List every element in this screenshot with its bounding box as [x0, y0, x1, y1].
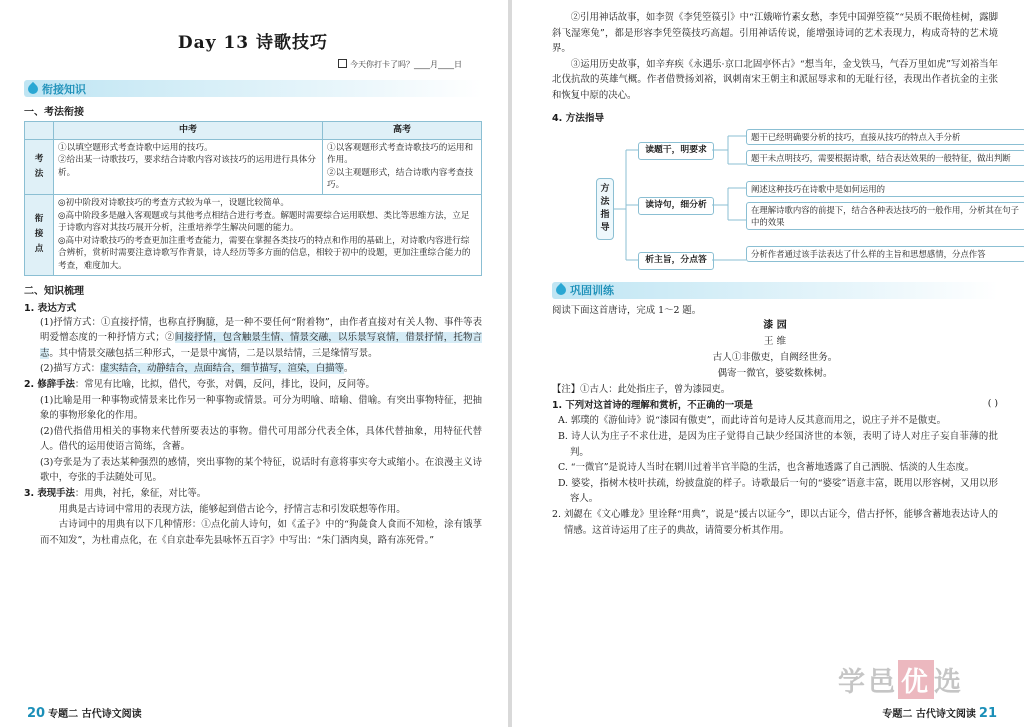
- checkin-checkbox[interactable]: [338, 59, 347, 68]
- text: ：常见有比喻，比拟，借代，夸张，对偶，反问，排比，设问，反问等。: [74, 378, 375, 390]
- footer-text: 专题二 古代诗文阅读: [48, 709, 142, 720]
- watermark-badge: 优: [898, 660, 934, 699]
- paragraph: ③运用历史故事，如辛弃疾《永遇乐·京口北固亭怀古》“想当年，金戈铁马，气吞万里如虎”写刘裕当年北伐抗敌的英雄气概。作者借赞扬刘裕，讽刺南宋王朝主和派屈辱求和的无耻行径，表现出作者抗金的主张和恢复中原的决心。: [552, 58, 998, 101]
- table-cell: ◎初中阶段对诗歌技巧的考查方式较为单一，设题比较简单。 ◎高中阶段多是融入客观题或与其他考点相结合进行考查。解题时需要综合运用联想、类比等思维方法，立足于诗歌内容对其技巧展开分析，注重培养学生解决问题的能力。 ◎高中对诗歌技巧的考查更加注重考查能力，需要在掌握各类技巧的特点和作用的基础上，对诗歌内容进行综合辨析，赏析时需要注意诗歌写作背景，诗人经历等多方面的信息，相较于初中的设题，更加注重综合能力的考查，难度加大。: [54, 194, 482, 275]
- section-heading: 二、知识梳理: [24, 285, 84, 297]
- paragraph: 用典是古诗词中常用的表现方法，能够起到借古论今，抒情言志和引发联想等作用。: [58, 503, 406, 515]
- option-d: D. 婆娑，指树木枝叶扶疏，纷披盘旋的样子。诗歌最后一句的“婆娑”语意丰富，既用以形容树，又用以形容人。: [558, 477, 998, 505]
- instruction: 阅读下面这首唐诗，完成 1～2 题。: [552, 304, 702, 316]
- right-page: [512, 0, 1024, 727]
- leaf-icon: [554, 283, 568, 297]
- table-header: 高考: [323, 122, 482, 140]
- text: (2)描写方式：: [40, 363, 101, 375]
- table-cell: ①以客观题形式考查诗歌技巧的运用和作用。 ②以主观题形式，结合诗歌内容考查技巧。: [323, 139, 482, 194]
- question-2: 2. 刘勰在《文心雕龙》里诠释“用典”，说是“援古以证今”，即以古证今，借古抒怀，能够含蓄地表达诗人的情感。这首诗运用了庄子的典故，请简要分析其作用。: [552, 508, 998, 536]
- watermark-logo: [838, 660, 964, 699]
- subsection-heading: 4. 方法指导: [552, 112, 605, 124]
- highlight-text: 虚实结合，动静结合，点面结合，细节描写，渲染，白描等: [100, 363, 344, 375]
- paragraph: (3)夸张是为了表达某种强烈的感情，突出事物的某个特征，说话时有意将事实夸大或缩小。在浪漫主义诗歌中，夸张的手法随处可见。: [40, 456, 482, 484]
- paragraph: [24, 361, 482, 377]
- footer-text: 专题二 古代诗文阅读: [882, 709, 976, 720]
- section-heading: 一、考法衔接: [24, 107, 84, 118]
- paragraph: [24, 377, 482, 393]
- text: 。其中情景交融包括三种形式，一是景中寓情，二是以景结情，三是缘情写景。: [49, 347, 378, 359]
- checkin-text: 今天你打卡了吗？____月____日: [350, 60, 462, 69]
- text: ：用典，衬托，象征，对比等。: [74, 488, 207, 500]
- diagram-root: 方 法 指 导: [596, 178, 614, 240]
- poem-author: 王 维: [763, 336, 787, 348]
- checkin-line: [24, 59, 462, 70]
- answer-blank[interactable]: ( ): [987, 397, 998, 409]
- leaf-icon: [26, 81, 40, 95]
- footer: [24, 705, 142, 721]
- connector-line: [614, 150, 638, 260]
- table-corner: [25, 122, 54, 140]
- row-header: 考 法: [25, 139, 54, 194]
- table-row: [25, 139, 482, 194]
- paragraph: [24, 315, 482, 362]
- question-1: 1. 下列对这首诗的理解和赏析，不正确的一项是: [552, 399, 753, 411]
- section-banner-practice: [552, 282, 998, 299]
- poem-note: 【注】①古人：此处指庄子，曾为漆园吏。: [552, 384, 731, 396]
- table-header: 中考: [54, 122, 323, 140]
- connector-line: [712, 136, 746, 164]
- table-header-row: [25, 122, 482, 140]
- poem: [552, 318, 998, 382]
- option-c: C. “一微官”是说诗人当时在辋川过着半官半隐的生活，也含蓄地透露了自己洒脱、恬淡的人生态度。: [558, 462, 975, 474]
- left-page: [0, 0, 508, 727]
- paragraph: [24, 486, 482, 502]
- diagram-step: 析主旨，分点答: [638, 252, 714, 270]
- page-number: 21: [978, 706, 997, 721]
- banner-label: 衔接知识: [42, 82, 86, 96]
- diagram-step: 读诗句，细分析: [638, 197, 714, 215]
- question-row: [552, 398, 998, 414]
- method-diagram: [552, 128, 1019, 278]
- poem-title: 漆 园: [763, 320, 787, 332]
- page-number: 20: [27, 706, 46, 721]
- paragraph: (1)比喻是用一种事物或情景来比作另一种事物或情景。可分为明喻、暗喻、借喻。有突出事物特征，把抽象的事物形象化的作用。: [40, 394, 482, 422]
- option-a: A. 郭璞的《游仙诗》说“漆园有傲吏”，而此诗首句是诗人反其意而用之，说庄子并不是傲吏。: [558, 415, 946, 427]
- paragraph: ②引用神话故事，如李贺《李凭箜篌引》中“江娥啼竹素女愁，李凭中国弹箜篌”“吴质不眠倚桂树，露脚斜飞湿寒兔”，都是形容李凭箜篌技巧高超。引用神话传说，能增强诗词的艺术表现力，构成奇特的艺术境界。: [552, 12, 998, 55]
- diagram-leaf: 阐述这种技巧在诗歌中是如何运用的: [746, 181, 1024, 197]
- text: 。: [343, 363, 354, 375]
- poem-line: 古人①非傲吏，自阙经世务。: [712, 352, 838, 364]
- paragraph: (2)借代指借用相关的事物来代替所要表达的事物。借代可用部分代表全体，具体代替抽象，用特征代替人。借代的运用使语言简练，含蓄。: [40, 425, 482, 453]
- page-title: Day 13 诗歌技巧: [177, 33, 329, 53]
- table-row: [25, 194, 482, 275]
- comparison-table: [24, 121, 482, 276]
- row-header: 衔 接 点: [25, 194, 54, 275]
- diagram-leaf: 题干未点明技巧，需要根据诗歌，结合表达效果的一般特征，做出判断: [746, 150, 1024, 166]
- highlight-text: 间接抒情，包含触景生情、情景交融，以乐景写哀情，借景抒情，托物言志: [40, 332, 482, 359]
- subsection-heading: 2. 修辞手法: [24, 378, 75, 390]
- diagram-leaf: 在理解诗歌内容的前提下，结合各种表达技巧的一般作用，分析其在句子中的效果: [746, 202, 1024, 231]
- section-banner-bridge: [24, 80, 482, 97]
- watermark-text: 选: [934, 667, 964, 698]
- banner-label: 巩固训练: [570, 284, 614, 298]
- diagram-step: 读题干，明要求: [638, 142, 714, 160]
- footer: [882, 705, 1000, 721]
- subsection-heading: 3. 表现手法: [24, 488, 75, 500]
- diagram-leaf: 题干已经明确要分析的技巧，直接从技巧的特点入手分析: [746, 129, 1024, 145]
- table-cell: ①以填空题形式考查诗歌中运用的技巧。 ②给出某一诗歌技巧，要求结合诗歌内容对该技巧的运用进行具体分析。: [54, 139, 323, 194]
- connector-line: [712, 188, 746, 220]
- poem-line: 偶寄一微官，婆娑数株树。: [717, 368, 833, 380]
- diagram-leaf: 分析作者通过该手法表达了什么样的主旨和思想感情，分点作答: [746, 246, 1024, 262]
- option-b: B. 诗人认为庄子不求仕进，是因为庄子觉得自己缺少经国济世的本领，表明了诗人对庄子妄自菲薄的批判。: [558, 430, 998, 458]
- watermark-text: 学邑: [838, 667, 898, 698]
- paragraph: 古诗词中的用典有以下几种情形：①点化前人诗句，如《孟子》中的“狗彘食人食而不知检，涂有饿莩而不知发”，为杜甫点化，在《自京赴奉先县咏怀五百字》中写出：“朱门酒肉臭，路有冻死骨。”: [40, 519, 482, 546]
- text: (1)抒情方式：①直接抒情，也称直抒胸臆，是一种不要任何“附着物”，由作者直接对有关人物、事件等表明爱憎态度的一种抒情方式；②: [40, 316, 482, 344]
- subsection-heading: 1. 表达方式: [24, 302, 77, 314]
